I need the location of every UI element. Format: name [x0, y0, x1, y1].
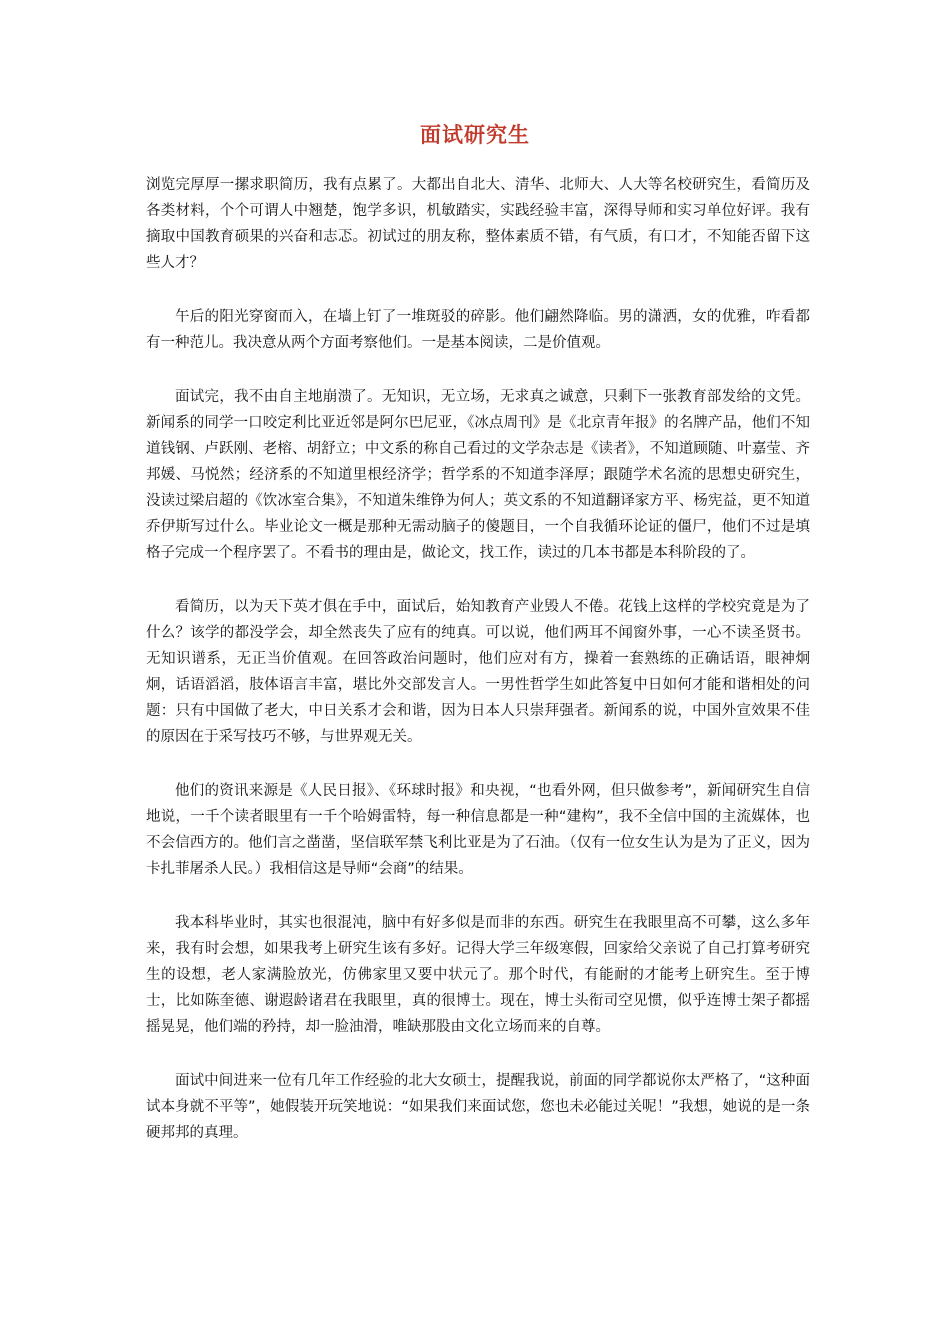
paragraph-2: 午后的阳光穿窗而入，在墙上钉了一堆斑驳的碎影。他们翩然降临。男的潇洒，女的优雅，咋看都有一种范儿。我决意从两个方面考察他们。一是基本阅读，二是价值观。	[146, 309, 810, 351]
paragraph-6: 我本科毕业时，其实也很混沌，脑中有好多似是而非的东西。研究生在我眼里高不可攀，这么多年来，我有时会想，如果我考上研究生该有多好。记得大学三年级寒假，回家给父亲说了自己打算考研究生的设想，老人家满脸放光，仿佛家里又要中状元了。那个时代，有能耐的才能考上研究生。至于博士，比如陈奎德、谢遐龄诸君在我眼里，真的很博士。现在，博士头衔司空见惯，似乎连博士架子都摇摇晃晃，他们端的矜持，却一脸油滑，唯缺那股由文化立场而来的自尊。	[146, 915, 810, 1035]
document-title: 面试研究生	[420, 123, 530, 147]
paragraph-4: 看简历，以为天下英才俱在手中，面试后，始知教育产业毁人不倦。花钱上这样的学校究竟是为了什么？该学的都没学会，却全然丧失了应有的纯真。可以说，他们两耳不闻窗外事，一心不读圣贤书。无知识谱系，无正当价值观。在回答政治问题时，他们应对有方，操着一套熟练的正确话语，眼神炯炯，话语滔滔，肢体语言丰富，堪比外交部发言人。一男性哲学生如此答复中日如何才能和谐相处的问题：只有中国做了老大，中日关系才会和谐，因为日本人只崇拜强者。新闻系的说，中国外宣效果不佳的原因在于采写技巧不够，与世界观无关。	[146, 599, 810, 745]
paragraph-5: 他们的资讯来源是《人民日报》、《环球时报》和央视，“也看外网，但只做参考”，新闻研究生自信地说，一千个读者眼里有一千个哈姆雷特，每一种信息都是一种“建构”，我不全信中国的主流媒体，也不会信西方的。他们言之凿凿，坚信联军禁飞利比亚是为了石油。（仅有一位女生认为是为了正义，因为卡扎菲屠杀人民。）我相信这是导师“会商”的结果。	[146, 783, 810, 877]
document-body	[146, 172, 810, 1174]
paragraph-3: 面试完，我不由自主地崩溃了。无知识，无立场，无求真之诚意，只剩下一张教育部发给的文凭。新闻系的同学一口咬定利比亚近邻是阿尔巴尼亚，《冰点周刊》是《北京青年报》的名牌产品，他们不知道钱钢、卢跃刚、老榕、胡舒立；中文系的称自己看过的文学杂志是《读者》，不知道顾随、叶嘉莹、齐邦媛、马悦然；经济系的不知道里根经济学；哲学系的不知道李泽厚；跟随学术名流的思想史研究生，没读过梁启超的《饮冰室合集》，不知道朱维铮为何人；英文系的不知道翻译家方平、杨宪益，更不知道乔伊斯写过什么。毕业论文一概是那种无需动脑子的傻题目，一个自我循环论证的僵尸，他们不过是填格子完成一个程序罢了。不看书的理由是，做论文，找工作，读过的几本书都是本科阶段的了。	[146, 389, 810, 561]
paragraph-7: 面试中间进来一位有几年工作经验的北大女硕士，提醒我说，前面的同学都说你太严格了，“这种面试本身就不平等”，她假装开玩笑地说：“如果我们来面试您，您也未必能过关呢！”我想，她说的是一条硬邦邦的真理。	[146, 1073, 810, 1141]
paragraph-1: 浏览完厚厚一摞求职简历，我有点累了。大都出自北大、清华、北师大、人大等名校研究生，看简历及各类材料，个个可谓人中翘楚，饱学多识，机敏踏实，实践经验丰富，深得导师和实习单位好评。我有摘取中国教育硕果的兴奋和志忑。初试过的朋友称，整体素质不错，有气质，有口才，不知能否留下这些人才？	[146, 177, 810, 271]
